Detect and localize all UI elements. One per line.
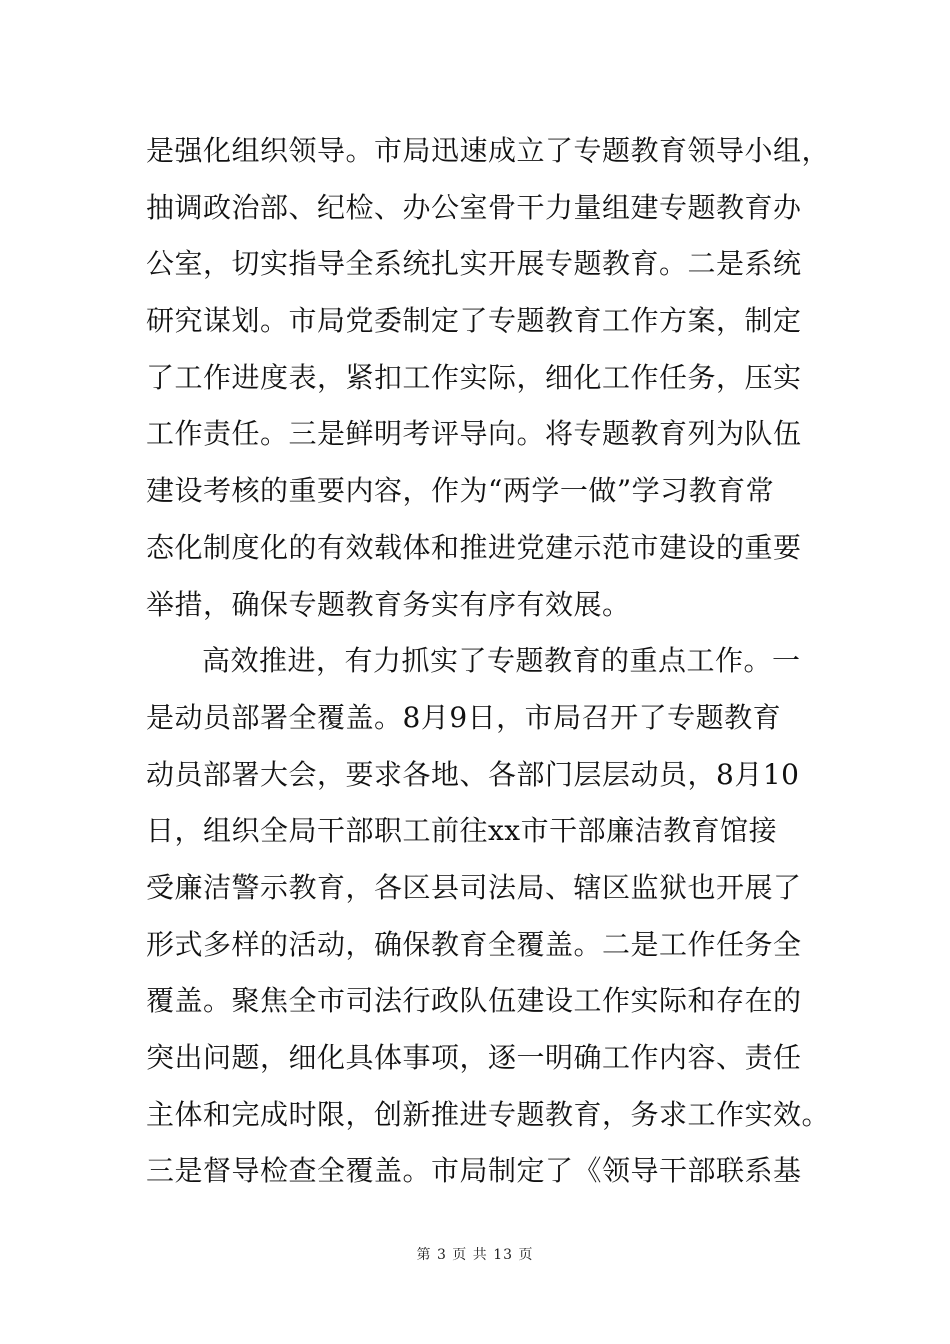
text-line: 受廉洁警示教育，各区县司法局、辖区监狱也开展了 bbox=[146, 870, 802, 904]
text-line: 日，组织全局干部职工前往xx市干部廉洁教育馆接 bbox=[146, 814, 778, 848]
text-line: 形式多样的活动，确保教育全覆盖。二是工作任务全 bbox=[146, 927, 802, 961]
text-line: 工作责任。三是鲜明考评导向。将专题教育列为队伍 bbox=[146, 417, 802, 451]
text-line: 是强化组织领导。市局迅速成立了专题教育领导小组， bbox=[146, 134, 831, 167]
paragraph-first-line: 高效推进，有力抓实了专题教育的重点工作。一 bbox=[202, 644, 801, 678]
text-line: 覆盖。聚焦全市司法行政队伍建设工作实际和存在的 bbox=[146, 984, 802, 1018]
text-line: 动员部署大会，要求各地、各部门层层动员，8月10 bbox=[146, 757, 800, 791]
text-line: 举措，确保专题教育务实有序有效展。 bbox=[146, 587, 631, 621]
text-line: 研究谋划。市局党委制定了专题教育工作方案，制定 bbox=[146, 304, 802, 338]
text-line: 主体和完成时限，创新推进专题教育，务求工作实效。 bbox=[146, 1097, 831, 1131]
text-line: 抽调政治部、纪检、办公室骨干力量组建专题教育办 bbox=[146, 190, 802, 224]
text-line: 了工作进度表，紧扣工作实际，细化工作任务，压实 bbox=[146, 360, 802, 394]
page-number-footer: 第 3 页 共 13 页 bbox=[416, 1247, 534, 1263]
text-line: 建设考核的重要内容，作为“两学一做”学习教育常 bbox=[146, 474, 775, 508]
text-line: 是动员部署全覆盖。8月9日，市局召开了专题教育 bbox=[146, 700, 782, 734]
body-text bbox=[146, 123, 846, 1200]
text-line: 公室，切实指导全系统扎实开展专题教育。二是系统 bbox=[146, 247, 802, 281]
text-line: 突出问题，细化具体事项，逐一明确工作内容、责任 bbox=[146, 1041, 802, 1074]
text-line: 态化制度化的有效载体和推进党建示范市建设的重要 bbox=[146, 530, 802, 564]
text-line: 三是督导检查全覆盖。市局制定了《领导干部联系基 bbox=[146, 1154, 802, 1188]
